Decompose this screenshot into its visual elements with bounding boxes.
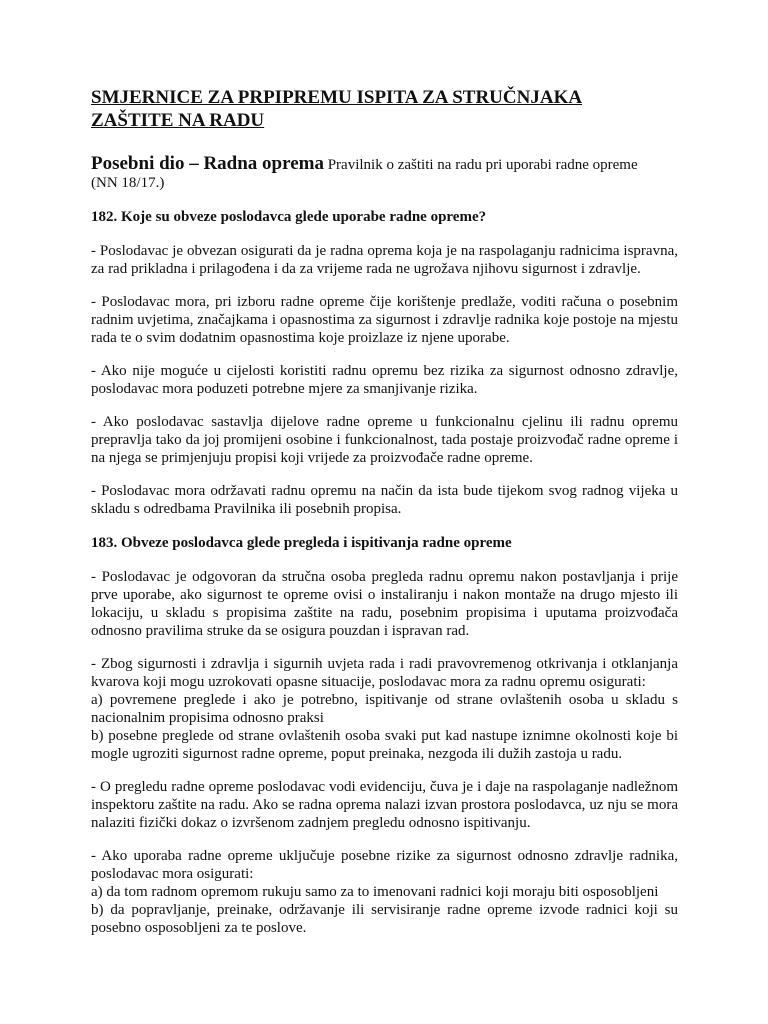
question-182-paragraph: - Ako nije moguće u cijelosti koristiti radnu opremu bez rizika za sigurnost odnosno zdravlje, poslodavac mora poduzeti potrebne mjere za smanjivanje rizika. <box>91 363 678 397</box>
subtitle-section: Posebni dio – Radna oprema <box>91 153 324 174</box>
question-183-paragraph: - Poslodavac je odgovoran da stručna osoba pregleda radnu opremu nakon postavljanja i prije prve uporabe, ako sigurnost te opreme ovisi o instaliranju i nakon montaže na drugo mjesto ili lokaciju, u skladu s propisima zaštite na radu, posebnim propisima i uputama proizvođača odnosno pravilima struke da se osigura pouzdan i ispravan rad. <box>91 569 678 639</box>
question-182-paragraph: - Poslodavac mora, pri izboru radne opreme čije korištenje predlaže, voditi računa o posebnim radnim uvjetima, značajkama i opasnostima za sigurnost i zdravlje radnika koje postoje na mjestu rada te o svim dodatnim opasnostima koje proizlaze iz njene uporabe. <box>91 294 678 346</box>
question-182-paragraph: - Poslodavac je obvezan osigurati da je radna oprema koja je na raspolaganju radnicima ispravna, za rad prikladna i prilagođena i da za vrijeme rada ne ugrožava njihovu sigurnost i zdravlje. <box>91 243 678 277</box>
question-183-heading: 183. Obveze poslodavca glede pregleda i ispitivanja radne opreme <box>91 535 512 551</box>
list-intro: - Ako uporaba radne opreme uključuje posebne rizike za sigurnost odnosno zdravlje radnika, poslodavac mora osigurati: <box>91 848 678 882</box>
list-item: a) povremene preglede i ako je potrebno, ispitivanje od strane ovlaštenih osoba u skladu s nacionalnim propisima odnosno praksi <box>91 692 678 726</box>
document-title-line1: SMJERNICE ZA PRPIPREMU ISPITA ZA STRUČNJAKA <box>91 87 583 108</box>
list-intro: - Zbog sigurnosti i zdravlja i sigurnih uvjeta rada i radi pravovremenog otkrivanja i otklanjanja kvarova koji mogu uzrokovati opasne situacije, poslodavac mora za radnu opremu osigurati: <box>91 656 678 690</box>
question-182-heading: 182. Koje su obveze poslodavca glede uporabe radne opreme? <box>91 209 487 225</box>
document-subtitle <box>91 155 678 192</box>
list-item: b) posebne preglede od strane ovlaštenih osoba svaki put kad nastupe iznimne okolnosti koje bi mogle ugroziti sigurnost radne opreme, poput preinaka, nezgoda ili dužih zastoja u radu. <box>91 728 678 762</box>
document-page <box>91 86 678 937</box>
question-183-paragraph: - O pregledu radne opreme poslodavac vodi evidenciju, čuva je i daje na raspolaganje nadležnom inspektoru zaštite na radu. Ako se radna oprema nalazi izvan prostora poslodavca, uz nju se mora nalaziti fizički dokaz o izvršenom zadnjem pregledu odnosno ispitivanju. <box>91 779 678 831</box>
question-182-paragraph: - Ako poslodavac sastavlja dijelove radne opreme u funkcionalnu cjelinu ili radnu opremu prepravlja tako da joj promijeni osobine i funkcionalnost, tada postaje proizvođač radne opreme i na njega se primjenjuju propisi koji vrijede za proizvođače radne opreme. <box>91 414 678 466</box>
document-title-line2: ZAŠTITE NA RADU <box>91 110 265 131</box>
question-183-paragraph-list <box>91 655 678 763</box>
question-182-paragraph: - Poslodavac mora održavati radnu opremu na način da ista bude tijekom svog radnog vijeka u skladu s odredbama Pravilnika ili posebnih propisa. <box>91 483 678 517</box>
list-item: b) da popravljanje, preinake, održavanje ili servisiranje radne opreme izvode radnici koji su posebno osposobljeni za te poslove. <box>91 902 678 936</box>
subtitle-regulation: Pravilnik o zaštiti na radu pri uporabi radne opreme <box>323 157 638 173</box>
document-title <box>91 86 678 132</box>
question-183-paragraph-list <box>91 847 678 937</box>
list-item: a) da tom radnom opremom rukuju samo za to imenovani radnici koji moraju biti osposobljeni <box>91 884 659 900</box>
subtitle-gazette-ref: (NN 18/17.) <box>91 175 165 191</box>
